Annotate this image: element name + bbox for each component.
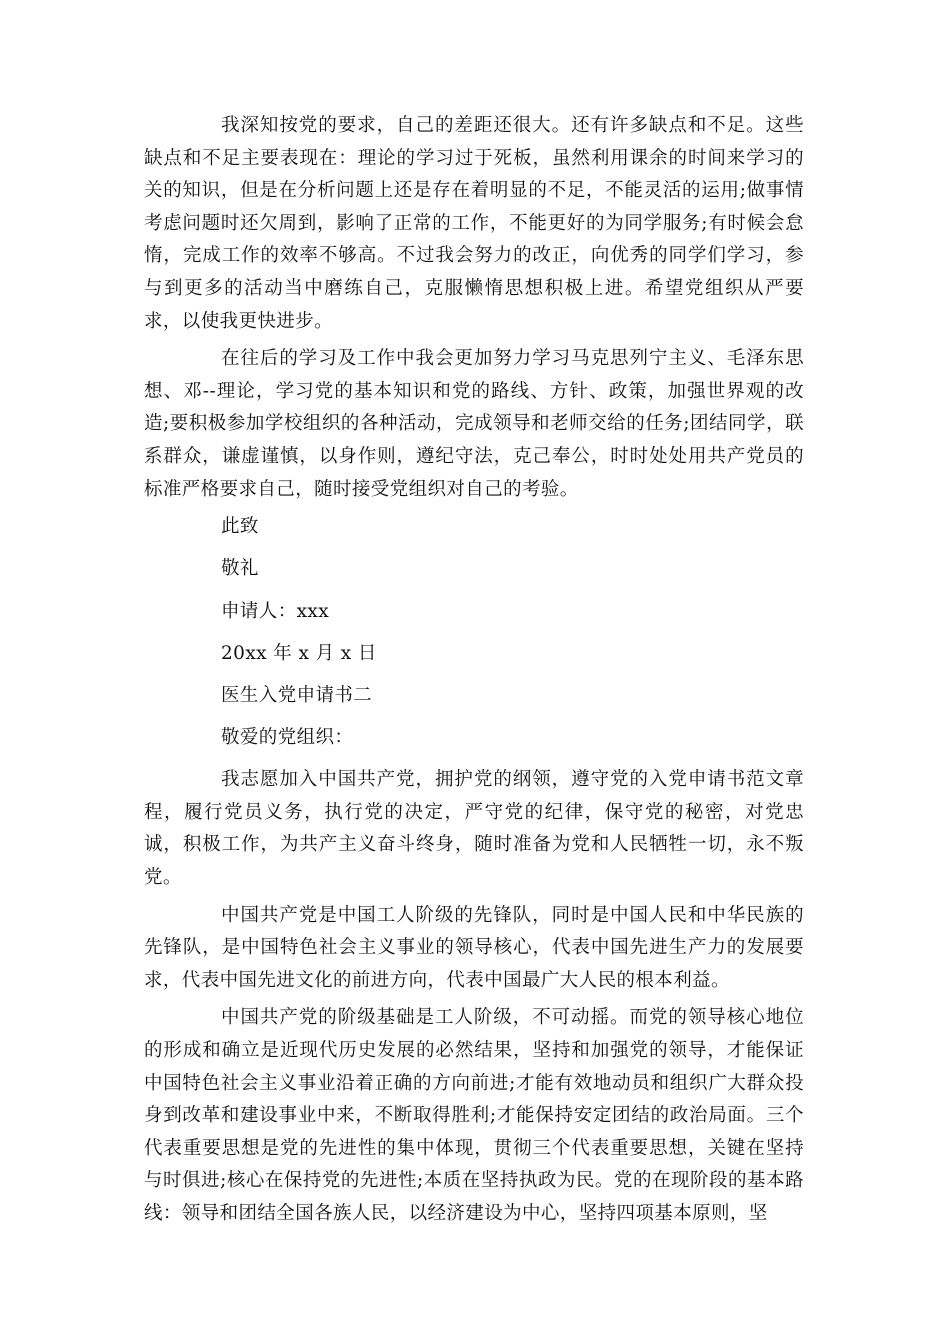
salutation-line: 敬爱的党组织： bbox=[221, 727, 354, 749]
date-line: 20xx 年 x 月 x 日 bbox=[221, 642, 377, 664]
applicant-line: 申请人：xxx bbox=[221, 600, 330, 622]
body-paragraph-future-study: 在往后的学习及工作中我会更加努力学习马克思列宁主义、毛泽东思想、邓--理论，学习党的基本知识和党的路线、方针、政策，加强世界观的改造;要积极参加学校组织的各种活动，完成领导和老师交给的任务;团结同学，联系群众，谦虚谨慎，以身作则，遵纪守法，克己奉公，时时处处用共产党员的标准严格要求自己，随时接受党组织对自己的考验。 bbox=[144, 348, 804, 500]
second-letter-title: 医生入党申请书二 bbox=[221, 684, 373, 706]
body-paragraph-class-basis: 中国共产党的阶级基础是工人阶级，不可动摇。而党的领导核心地位的形成和确立是近现代历史发展的必然结果，坚持和加强党的领导，才能保证中国特色社会主义事业沿着正确的方向前进;才能有效地动员和组织广大群众投身到改革和建设事业中来，不断取得胜利;才能保持安定团结的政治局面。三个代表重要思想是党的先进性的集中体现，贯彻三个代表重要思想，关键在坚持与时俱进;核心在保持党的先进性;本质在坚持执政为民。党的在现阶段的基本路线：领导和团结全国各族人民，以经济建设为中心，坚持四项基本原则，坚 bbox=[144, 1007, 804, 1224]
closing-greeting-jingli: 敬礼 bbox=[221, 558, 259, 580]
body-paragraph-vanguard: 中国共产党是中国工人阶级的先锋队，同时是中国人民和中华民族的先锋队，是中国特色社会主义事业的领导核心，代表中国先进生产力的发展要求，代表中国先进文化的前进方向，代表中国最广大人民的根本利益。 bbox=[144, 904, 804, 991]
closing-greeting-cizhi: 此致 bbox=[221, 516, 259, 538]
document-body bbox=[144, 110, 804, 1236]
body-paragraph-pledge: 我志愿加入中国共产党，拥护党的纲领，遵守党的入党申请书范文章程，履行党员义务，执行党的决定，严守党的纪律，保守党的秘密，对党忠诚，积极工作，为共产主义奋斗终身，随时准备为党和人民牺牲一切，永不叛党。 bbox=[144, 769, 804, 889]
body-paragraph-shortcomings: 我深知按党的要求，自己的差距还很大。还有许多缺点和不足。这些缺点和不足主要表现在：理论的学习过于死板，虽然利用课余的时间来学习的关的知识，但是在分析问题上还是存在着明显的不足，不能灵活的运用;做事情考虑问题时还欠周到，影响了正常的工作，不能更好的为同学服务;有时候会怠惰，完成工作的效率不够高。不过我会努力的改正，向优秀的同学们学习，参与到更多的活动当中磨练自己，克服懒惰思想积极上进。希望党组织从严要求，以使我更快进步。 bbox=[144, 115, 804, 332]
